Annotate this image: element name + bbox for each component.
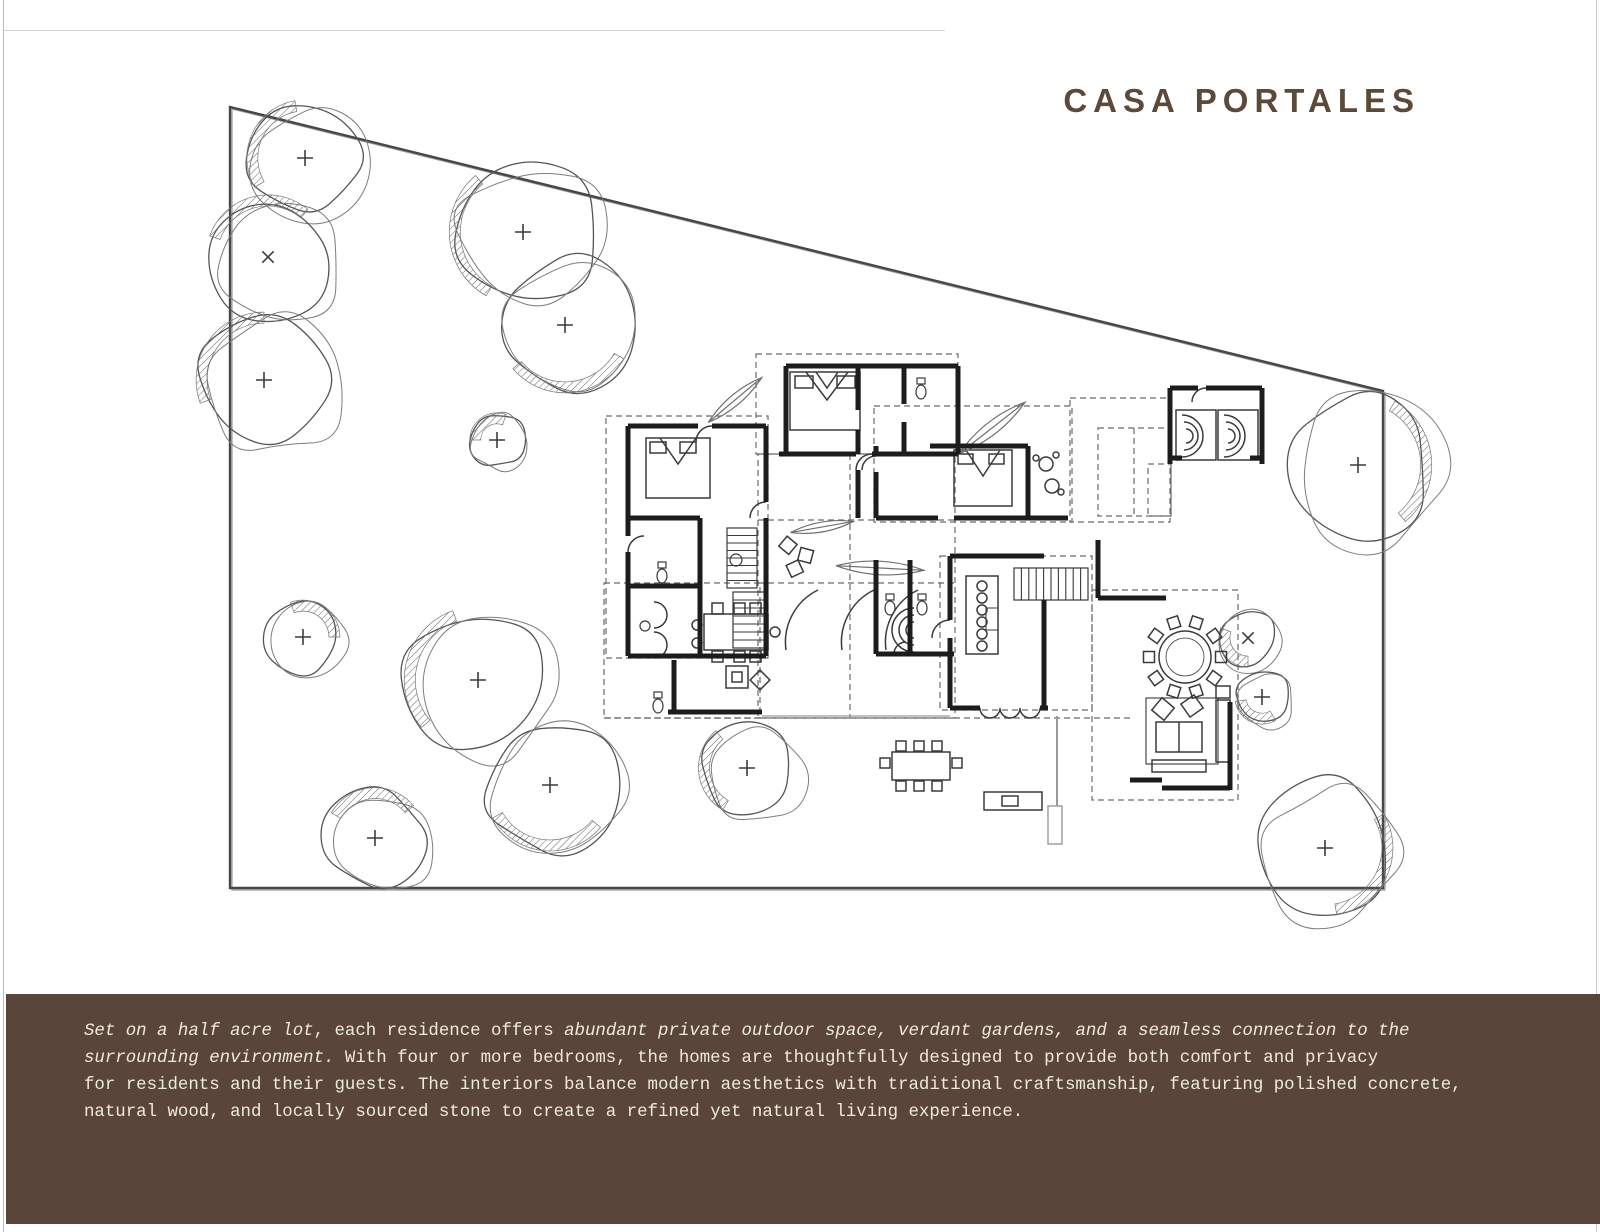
walls-layer [628, 366, 1262, 790]
tree-center-mark [557, 317, 573, 333]
tree-center-mark [295, 629, 311, 645]
page-title: CASA PORTALES [1063, 82, 1420, 119]
footer-line: surrounding environment. With four or more bedrooms, the homes are thoughtfully designed to provide both comfort and privacy [84, 1049, 1379, 1068]
tree [1235, 672, 1291, 730]
tree-center-mark [515, 224, 531, 240]
tree [401, 611, 559, 766]
tree [698, 722, 808, 820]
tree-center-mark [1237, 627, 1260, 650]
tree-center-mark [1317, 840, 1333, 856]
tree [1219, 609, 1282, 673]
tree [209, 195, 336, 322]
footer-line: natural wood, and locally sourced stone to create a refined yet natural living experience. [84, 1103, 1024, 1122]
tree-center-mark [367, 830, 383, 846]
tree-layer [196, 101, 1451, 929]
tree-center-mark [542, 777, 558, 793]
tree-center-mark [1254, 689, 1270, 705]
tree-center-mark [256, 372, 272, 388]
footer-paragraph [84, 1018, 1544, 1126]
tree [484, 721, 629, 856]
footer-line: Set on a half acre lot, each residence offers abundant private outdoor space, verdant gardens, and a seamless connection to the [84, 1022, 1410, 1041]
tree [470, 412, 527, 472]
tree [196, 312, 342, 451]
footer-band [6, 994, 1600, 1224]
tree-center-mark [489, 432, 505, 448]
tree-center-mark [257, 246, 280, 269]
tree [263, 600, 349, 678]
tree-center-mark [1350, 457, 1366, 473]
tree-center-mark [297, 150, 313, 166]
tree [1287, 390, 1450, 554]
tree [321, 787, 433, 889]
footer-line: for residents and their guests. The interiors balance modern aesthetics with traditional craftsmanship, featuring polished concrete, [84, 1076, 1462, 1095]
tree-center-mark [470, 672, 486, 688]
tree-center-mark [739, 760, 755, 776]
tree [502, 253, 636, 393]
